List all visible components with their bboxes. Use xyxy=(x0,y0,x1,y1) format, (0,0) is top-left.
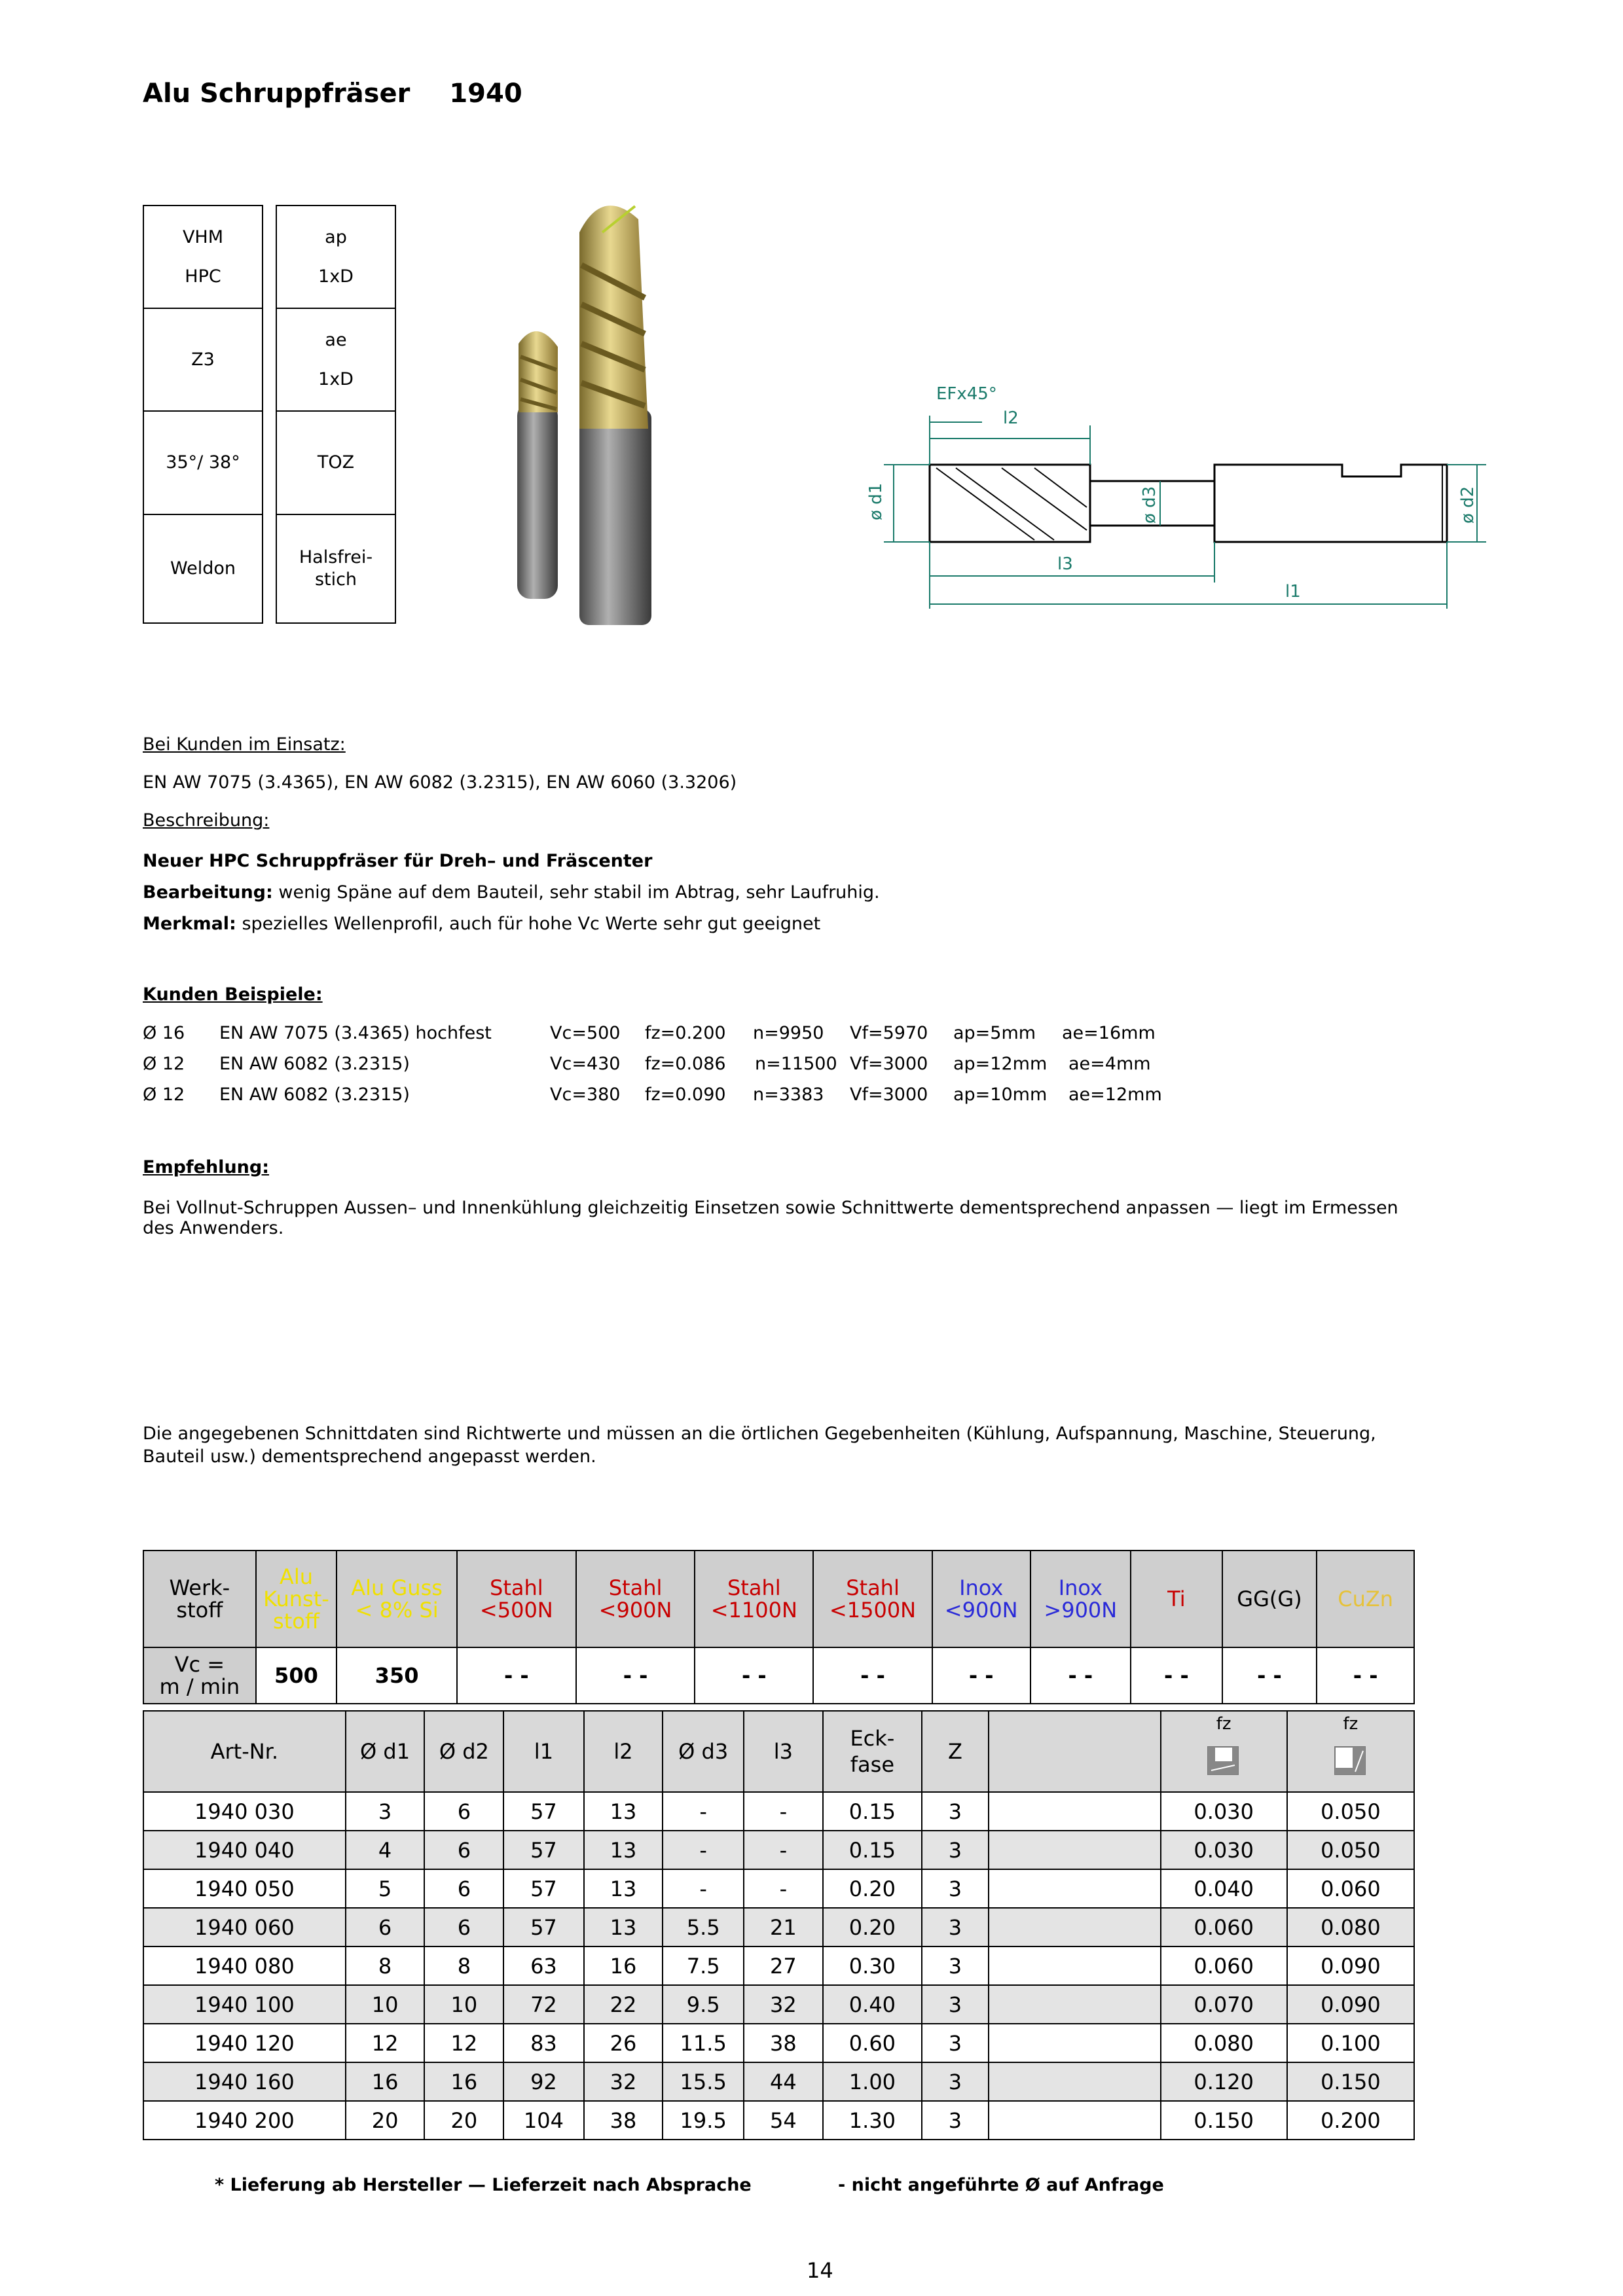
mat-line: <1500N xyxy=(829,1598,917,1623)
table-cell: 3 xyxy=(346,1792,425,1831)
vc-value: - - xyxy=(695,1647,813,1704)
table-cell: 19.5 xyxy=(663,2101,744,2140)
page-number: 14 xyxy=(807,2258,833,2283)
example-material: EN AW 6082 (3.2315) xyxy=(219,1054,410,1074)
example-vc: Vc=430 xyxy=(550,1054,621,1074)
table-row xyxy=(143,1831,1414,1869)
prop-text: VHM xyxy=(182,226,224,247)
material-label: Werk- xyxy=(169,1575,230,1600)
table-cell: 13 xyxy=(584,1908,663,1946)
vc-value: - - xyxy=(932,1647,1030,1704)
table-cell: - xyxy=(663,1869,744,1908)
label-l2: l2 xyxy=(1003,408,1019,428)
col-d3: Ø d3 xyxy=(663,1711,744,1792)
table-cell: 16 xyxy=(584,1946,663,1985)
table-cell: 6 xyxy=(424,1908,503,1946)
table-cell xyxy=(989,1792,1161,1831)
example-n: n=9950 xyxy=(753,1023,824,1043)
table-cell: 3 xyxy=(922,1869,989,1908)
table-cell: 57 xyxy=(503,1792,583,1831)
label-d3: ø d3 xyxy=(1140,486,1159,524)
col-fz-slot xyxy=(1161,1711,1287,1792)
mat-line: CuZn xyxy=(1338,1587,1394,1611)
table-cell: 0.070 xyxy=(1161,1985,1287,2024)
prop-text: ap xyxy=(325,226,347,247)
table-cell: 0.15 xyxy=(823,1792,922,1831)
table-cell xyxy=(989,1831,1161,1869)
col-l1: l1 xyxy=(503,1711,583,1792)
vc-value: - - xyxy=(1030,1647,1131,1704)
prop-text: HPC xyxy=(185,266,221,287)
table-cell: 7.5 xyxy=(663,1946,744,1985)
recommendation-text: Bei Vollnut-Schruppen Aussen– und Innenkühlung gleichzeitig Einsetzen sowie Schnittwerte dementsprechend anpassen — liegt im Ermessen des Anwenders. xyxy=(143,1198,1398,1238)
example-material: EN AW 7075 (3.4365) hochfest xyxy=(219,1023,492,1043)
label-l1: l1 xyxy=(1285,582,1301,601)
example-vf: Vf=5970 xyxy=(850,1023,928,1043)
table-cell: 63 xyxy=(503,1946,583,1985)
table-cell: 0.20 xyxy=(823,1908,922,1946)
mat-line: Stahl xyxy=(846,1575,900,1600)
dimension-table xyxy=(143,1710,1415,2140)
example-ap: ap=12mm xyxy=(953,1054,1048,1074)
table-cell: 0.60 xyxy=(823,2024,922,2062)
mat-line: Inox xyxy=(959,1575,1004,1600)
label-chamfer: EFx45° xyxy=(936,384,997,404)
table-cell: 1940 160 xyxy=(143,2062,346,2101)
table-cell: 0.060 xyxy=(1161,1946,1287,1985)
table-cell: 21 xyxy=(744,1908,823,1946)
prop-neck xyxy=(276,514,396,624)
table-cell: 32 xyxy=(584,2062,663,2101)
table-cell: 15.5 xyxy=(663,2062,744,2101)
example-material: EN AW 6082 (3.2315) xyxy=(219,1085,410,1105)
vc-value: 350 xyxy=(337,1647,457,1704)
table-cell: 0.150 xyxy=(1287,2062,1414,2101)
label-d2: ø d2 xyxy=(1458,486,1478,524)
description-label: Beschreibung: xyxy=(143,810,270,831)
table-cell: 57 xyxy=(503,1869,583,1908)
title-text: Alu Schruppfräser xyxy=(143,79,410,109)
vc-value: - - xyxy=(457,1647,576,1704)
prop-flutes xyxy=(143,308,263,412)
prop-text: Z3 xyxy=(191,349,215,370)
table-cell: 32 xyxy=(744,1985,823,2024)
material-table xyxy=(143,1550,1415,1704)
col-l2: l2 xyxy=(584,1711,663,1792)
mat-gg xyxy=(1222,1551,1317,1647)
mat-cuzn xyxy=(1317,1551,1414,1647)
table-cell: 44 xyxy=(744,2062,823,2101)
table-cell: 0.040 xyxy=(1161,1869,1287,1908)
mat-stahl-500 xyxy=(457,1551,576,1647)
col-l3: l3 xyxy=(744,1711,823,1792)
table-cell: 0.030 xyxy=(1161,1792,1287,1831)
example-fz: fz=0.200 xyxy=(645,1023,726,1043)
vc-value: - - xyxy=(1222,1647,1317,1704)
table-cell xyxy=(989,1946,1161,1985)
small-cutter-shank xyxy=(517,403,558,599)
table-cell: 27 xyxy=(744,1946,823,1985)
table-cell: 0.20 xyxy=(823,1869,922,1908)
table-row xyxy=(143,1908,1414,1946)
customers-text: EN AW 7075 (3.4365), EN AW 6082 (3.2315), EN AW 6060 (3.3206) xyxy=(143,772,737,793)
mat-stahl-1500 xyxy=(813,1551,932,1647)
description-headline: Neuer HPC Schruppfräser für Dreh– und Fräscenter xyxy=(143,851,653,871)
prop-text: 35°/ 38° xyxy=(166,452,240,473)
table-cell: 16 xyxy=(346,2062,425,2101)
table-cell: 0.090 xyxy=(1287,1985,1414,2024)
table-cell: 3 xyxy=(922,1831,989,1869)
side-milling-icon xyxy=(1333,1742,1368,1777)
table-cell: 1940 080 xyxy=(143,1946,346,1985)
mat-inox-over-900 xyxy=(1030,1551,1131,1647)
table-cell: - xyxy=(744,1869,823,1908)
page-title xyxy=(143,79,522,109)
table-cell: 3 xyxy=(922,2024,989,2062)
table-cell: 1940 030 xyxy=(143,1792,346,1831)
col-z: Z xyxy=(922,1711,989,1792)
prop-ae xyxy=(276,308,396,412)
processing-text: wenig Späne auf dem Bauteil, sehr stabil im Abtrag, sehr Laufruhig. xyxy=(272,882,880,903)
table-cell: 0.150 xyxy=(1161,2101,1287,2140)
customers-label: Bei Kunden im Einsatz: xyxy=(143,734,346,755)
table-cell: 57 xyxy=(503,1908,583,1946)
table-cell: 6 xyxy=(424,1869,503,1908)
mat-alu-guss xyxy=(337,1551,457,1647)
prop-text: 1xD xyxy=(318,266,354,287)
fz-label: fz xyxy=(1216,1714,1231,1734)
table-cell: 13 xyxy=(584,1869,663,1908)
prop-text: Halsfrei- xyxy=(299,547,373,567)
recommendation-label: Empfehlung: xyxy=(143,1157,270,1177)
table-cell: 0.080 xyxy=(1287,1908,1414,1946)
table-row xyxy=(143,1946,1414,1985)
table-cell: 1940 040 xyxy=(143,1831,346,1869)
feature-label: Merkmal: xyxy=(143,914,236,934)
table-cell xyxy=(989,2062,1161,2101)
mat-line: <500N xyxy=(479,1598,553,1623)
col-d2: Ø d2 xyxy=(424,1711,503,1792)
table-cell: 83 xyxy=(503,2024,583,2062)
col-d1: Ø d1 xyxy=(346,1711,425,1792)
example-ae: ae=12mm xyxy=(1068,1085,1162,1105)
mat-stahl-900 xyxy=(576,1551,695,1647)
table-cell xyxy=(989,1869,1161,1908)
table-cell: 1940 200 xyxy=(143,2101,346,2140)
label-d1: ø d1 xyxy=(866,482,886,520)
technical-drawing xyxy=(858,383,1506,619)
table-cell: 92 xyxy=(503,2062,583,2101)
table-cell: - xyxy=(744,1792,823,1831)
mat-alu-kunststoff xyxy=(256,1551,337,1647)
example-row xyxy=(143,1054,1256,1080)
table-cell: 20 xyxy=(346,2101,425,2140)
example-vf: Vf=3000 xyxy=(850,1085,928,1105)
col-art-nr: Art-Nr. xyxy=(143,1711,346,1792)
mat-stahl-1100 xyxy=(695,1551,813,1647)
mat-line: Alu xyxy=(279,1564,313,1589)
example-fz: fz=0.086 xyxy=(645,1054,726,1074)
table-cell: 1.00 xyxy=(823,2062,922,2101)
dimension-header-row xyxy=(143,1711,1414,1792)
table-cell: 0.050 xyxy=(1287,1792,1414,1831)
example-diameter: Ø 12 xyxy=(143,1054,185,1074)
table-row xyxy=(143,1985,1414,2024)
example-n: n=11500 xyxy=(755,1054,837,1074)
table-cell: 104 xyxy=(503,2101,583,2140)
table-cell: 57 xyxy=(503,1831,583,1869)
table-row xyxy=(143,2062,1414,2101)
table-cell: 0.15 xyxy=(823,1831,922,1869)
table-cell: - xyxy=(744,1831,823,1869)
table-row xyxy=(143,1792,1414,1831)
mat-line: >900N xyxy=(1044,1598,1118,1623)
table-cell: 3 xyxy=(922,2062,989,2101)
mat-line: <900N xyxy=(598,1598,672,1623)
example-vc: Vc=380 xyxy=(550,1085,621,1105)
table-cell: 6 xyxy=(346,1908,425,1946)
prop-ap xyxy=(276,205,396,309)
prop-text: stich xyxy=(314,569,357,590)
example-diameter: Ø 16 xyxy=(143,1023,185,1043)
processing-line xyxy=(143,882,880,903)
col-fz-side xyxy=(1287,1711,1414,1792)
vc-label: Vc = xyxy=(174,1652,225,1677)
table-row xyxy=(143,2101,1414,2140)
prop-text: Weldon xyxy=(170,558,236,579)
cutting-data-note: Die angegebenen Schnittdaten sind Richtwerte und müssen an die örtlichen Gegebenheiten (Kühlung, Aufspannung, Maschine, Steuerung, Bauteil usw.) dementsprechend angepasst werden. xyxy=(143,1424,1376,1467)
feature-line xyxy=(143,914,820,934)
fz-label: fz xyxy=(1343,1714,1359,1734)
mat-line: GG(G) xyxy=(1237,1587,1302,1611)
prop-text: 1xD xyxy=(318,368,354,389)
prop-text: ae xyxy=(325,329,347,350)
table-cell: 22 xyxy=(584,1985,663,2024)
delivery-note: * Lieferung ab Hersteller — Lieferzeit nach Absprache xyxy=(215,2175,752,2195)
example-vc: Vc=500 xyxy=(550,1023,621,1043)
table-cell: 1940 060 xyxy=(143,1908,346,1946)
mat-line: <900N xyxy=(944,1598,1018,1623)
mat-line: stoff xyxy=(273,1609,319,1634)
mat-line: Stahl xyxy=(727,1575,781,1600)
col-eckfase: Eck-fase xyxy=(823,1711,922,1792)
table-row xyxy=(143,1869,1414,1908)
other-diameters-note: - nicht angeführte Ø auf Anfrage xyxy=(838,2175,1164,2195)
prop-vhm-hpc xyxy=(143,205,263,309)
mat-line: Stahl xyxy=(608,1575,663,1600)
table-cell: 72 xyxy=(503,1985,583,2024)
vc-value: - - xyxy=(1317,1647,1414,1704)
example-row xyxy=(143,1023,1256,1049)
table-cell: 9.5 xyxy=(663,1985,744,2024)
examples-label: Kunden Beispiele: xyxy=(143,984,323,1005)
table-cell xyxy=(989,1908,1161,1946)
table-cell: 0.050 xyxy=(1287,1831,1414,1869)
table-cell: 0.40 xyxy=(823,1985,922,2024)
table-cell: 20 xyxy=(424,2101,503,2140)
table-cell: 0.200 xyxy=(1287,2101,1414,2140)
material-label: stoff xyxy=(176,1598,223,1623)
table-cell: 0.060 xyxy=(1287,1869,1414,1908)
table-cell: - xyxy=(663,1792,744,1831)
mat-ti xyxy=(1131,1551,1222,1647)
label-l3: l3 xyxy=(1057,554,1073,574)
table-cell: 11.5 xyxy=(663,2024,744,2062)
table-cell: 38 xyxy=(744,2024,823,2062)
example-ae: ae=16mm xyxy=(1062,1023,1156,1043)
mat-line: Kunst- xyxy=(263,1587,329,1611)
mat-line: Ti xyxy=(1167,1587,1186,1611)
vc-row xyxy=(143,1647,1414,1704)
table-cell: 4 xyxy=(346,1831,425,1869)
table-cell: 6 xyxy=(424,1792,503,1831)
table-cell: 3 xyxy=(922,1985,989,2024)
table-cell: 10 xyxy=(346,1985,425,2024)
vc-value: - - xyxy=(813,1647,932,1704)
table-cell: 3 xyxy=(922,1946,989,1985)
table-row xyxy=(143,2024,1414,2062)
table-cell: 1.30 xyxy=(823,2101,922,2140)
prop-helix xyxy=(143,410,263,515)
table-cell: 0.030 xyxy=(1161,1831,1287,1869)
table-cell: 3 xyxy=(922,1792,989,1831)
table-cell: 8 xyxy=(424,1946,503,1985)
mat-line: Stahl xyxy=(490,1575,543,1600)
table-cell: 8 xyxy=(346,1946,425,1985)
table-cell: 13 xyxy=(584,1831,663,1869)
table-cell: 1940 120 xyxy=(143,2024,346,2062)
example-fz: fz=0.090 xyxy=(645,1085,726,1105)
slot-milling-icon xyxy=(1206,1742,1241,1777)
table-cell: 13 xyxy=(584,1792,663,1831)
table-cell: 0.120 xyxy=(1161,2062,1287,2101)
table-cell: 16 xyxy=(424,2062,503,2101)
table-cell xyxy=(989,2101,1161,2140)
table-cell: 1940 100 xyxy=(143,1985,346,2024)
table-cell: 0.090 xyxy=(1287,1946,1414,1985)
vc-label-cell xyxy=(143,1647,256,1704)
feature-text: spezielles Wellenprofil, auch für hohe Vc Werte sehr gut geeignet xyxy=(236,914,821,934)
mat-line: < 8% Si xyxy=(355,1598,439,1623)
example-n: n=3383 xyxy=(753,1085,824,1105)
table-cell: 0.080 xyxy=(1161,2024,1287,2062)
large-cutter-shank xyxy=(579,409,651,625)
processing-label: Bearbeitung: xyxy=(143,882,273,903)
table-cell: 0.30 xyxy=(823,1946,922,1985)
table-cell: 12 xyxy=(424,2024,503,2062)
material-header-row xyxy=(143,1551,1414,1647)
table-cell xyxy=(989,1985,1161,2024)
prop-text: TOZ xyxy=(317,452,355,473)
material-label-cell xyxy=(143,1551,256,1647)
vc-value: - - xyxy=(576,1647,695,1704)
vc-value: 500 xyxy=(256,1647,337,1704)
example-row xyxy=(143,1085,1256,1111)
example-ap: ap=10mm xyxy=(953,1085,1048,1105)
table-cell: 0.100 xyxy=(1287,2024,1414,2062)
vc-value: - - xyxy=(1131,1647,1222,1704)
example-diameter: Ø 12 xyxy=(143,1085,185,1105)
table-cell: 12 xyxy=(346,2024,425,2062)
table-cell: 26 xyxy=(584,2024,663,2062)
prop-toz xyxy=(276,410,396,515)
table-cell: 54 xyxy=(744,2101,823,2140)
product-photo xyxy=(504,193,655,632)
table-cell: - xyxy=(663,1831,744,1869)
example-ap: ap=5mm xyxy=(953,1023,1036,1043)
mat-line: <1100N xyxy=(710,1598,797,1623)
mat-line: Alu Guss xyxy=(351,1575,443,1600)
table-cell: 6 xyxy=(424,1831,503,1869)
table-cell xyxy=(989,2024,1161,2062)
table-cell: 3 xyxy=(922,2101,989,2140)
table-cell: 38 xyxy=(584,2101,663,2140)
table-cell: 5.5 xyxy=(663,1908,744,1946)
table-cell: 1940 050 xyxy=(143,1869,346,1908)
title-number: 1940 xyxy=(449,79,522,109)
table-cell: 0.060 xyxy=(1161,1908,1287,1946)
col-empty xyxy=(989,1711,1161,1792)
table-cell: 5 xyxy=(346,1869,425,1908)
mat-inox-900 xyxy=(932,1551,1030,1647)
mat-line: Inox xyxy=(1058,1575,1103,1600)
example-ae: ae=4mm xyxy=(1068,1054,1151,1074)
table-cell: 3 xyxy=(922,1908,989,1946)
table-cell: 10 xyxy=(424,1985,503,2024)
prop-shank xyxy=(143,514,263,624)
example-vf: Vf=3000 xyxy=(850,1054,928,1074)
vc-label: m / min xyxy=(159,1674,240,1699)
